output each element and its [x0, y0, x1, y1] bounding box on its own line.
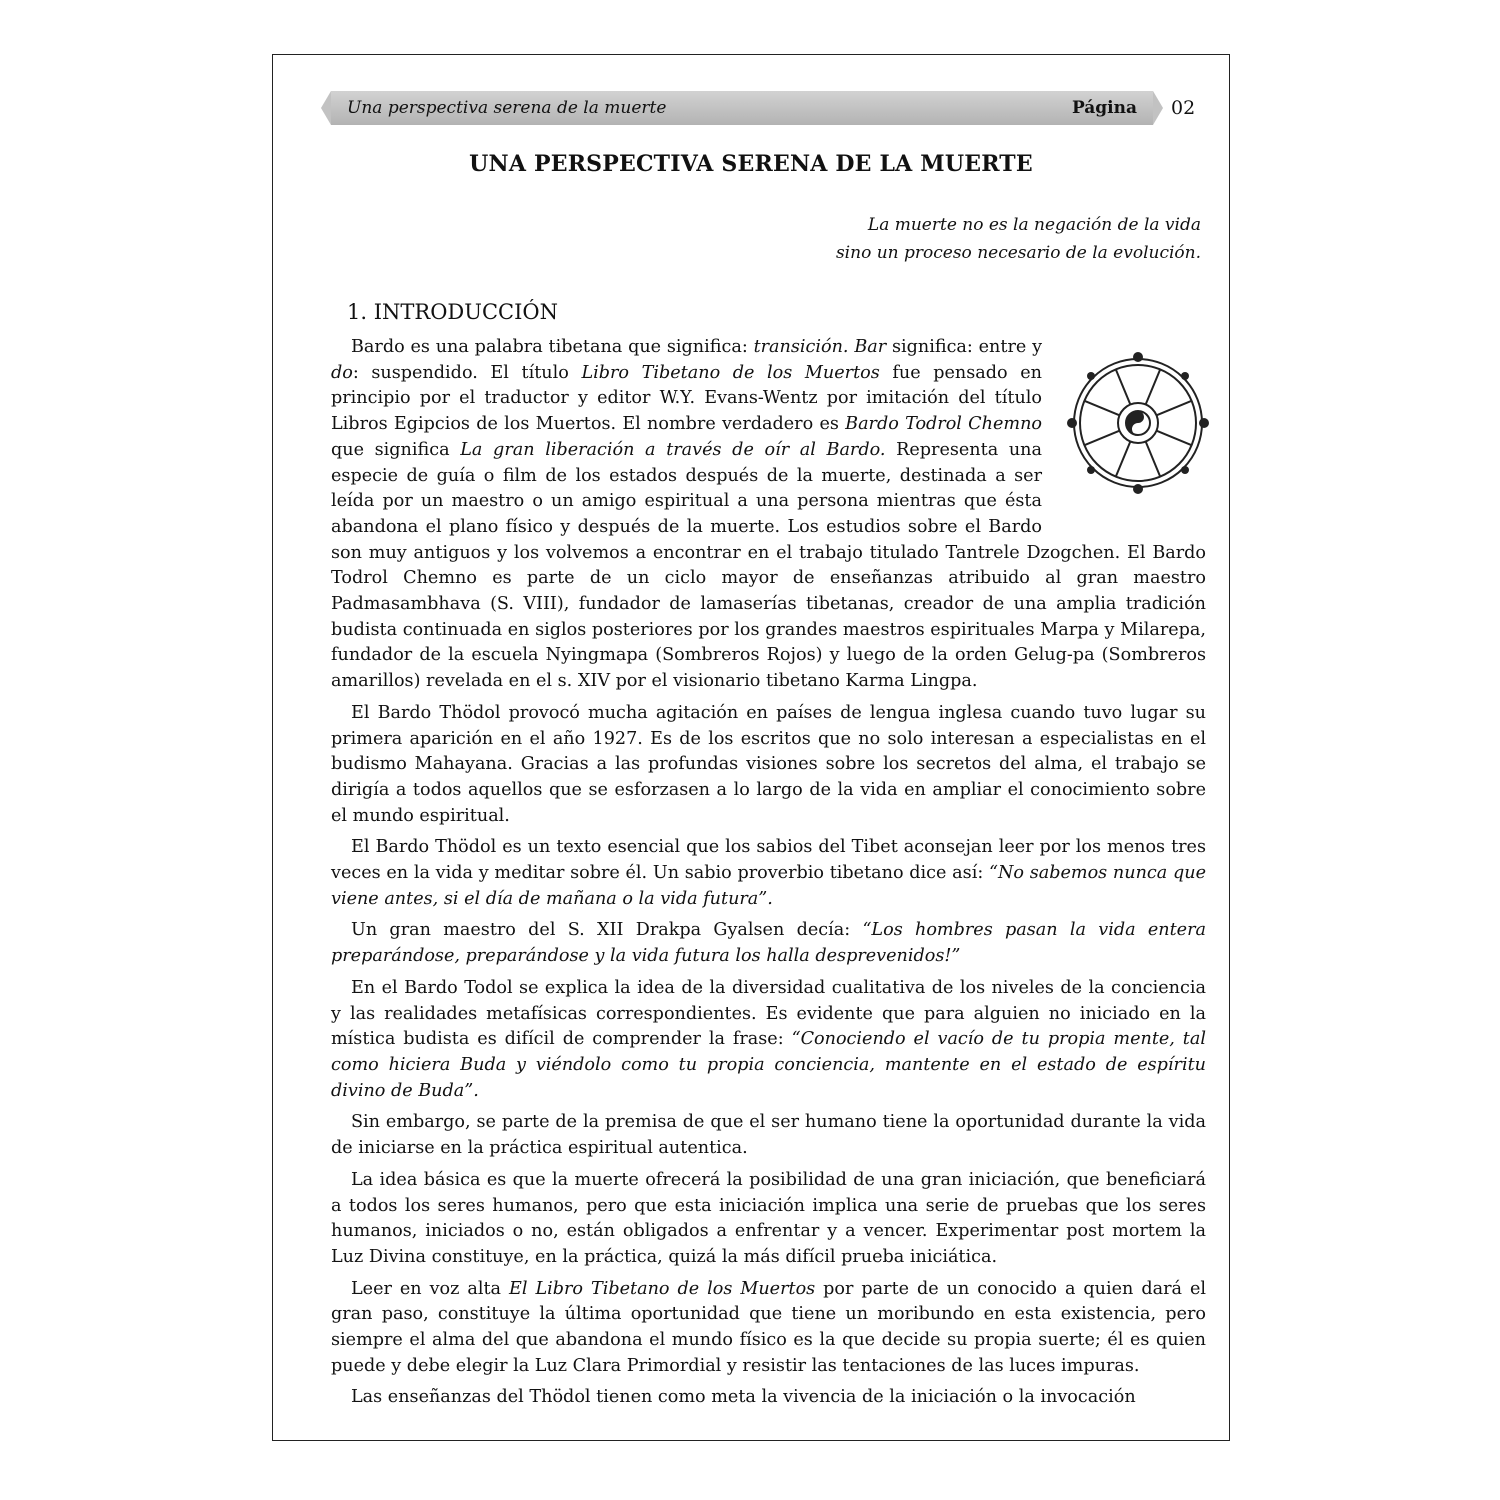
paragraph: Sin embargo, se parte de la premisa de que el ser humano tiene la oportunidad durante la vida de iniciarse en la práctica espiritual autentica.: [331, 1112, 1206, 1159]
paragraph-emphasis: transición. Bar: [753, 337, 887, 357]
paragraph-emphasis: Bardo Todrol Chemno: [845, 414, 1042, 435]
paragraph: La idea básica es que la muerte ofrecerá la posibilidad de una gran iniciación, que beneficiará a todos los seres humanos, pero que esta iniciación implica una serie de pruebas que los seres humanos, iniciados o no, están obligados a enfrentar y a vencer. Experimentar post mortem la Luz Divina constituye, en la práctica, quizá la más difícil prueba iniciática.: [331, 1169, 1206, 1267]
paragraph-emphasis: do: [331, 362, 353, 383]
page-header: [331, 91, 1203, 125]
paragraph-text: : suspendido. El título: [352, 362, 582, 383]
paragraph-emphasis: “Conociendo el vacío de tu propia mente, tal como hiciera Buda y viéndolo como tu propia conciencia, mantente en el estado de espíritu divino de Buda”.: [331, 1029, 1206, 1101]
paragraph-text: Leer en voz alta: [351, 1278, 510, 1299]
epigraph-line: sino un proceso necesario de la evolución.: [835, 243, 1201, 263]
paragraph: El Bardo Thödol provocó mucha agitación en países de lengua inglesa cuando tuvo lugar su primera aparición en el año 1927. Es de los escritos que no solo interesan a especialistas en el budismo Mahayana. Gracias a las profundas visiones sobre los secretos del alma, el trabajo se dirigía a todos aquellos que se esforzasen a lo largo de la vida en ampliar el conocimiento sobre el mundo espiritual.: [331, 702, 1206, 826]
paragraph-text: Representa una especie de guía o film de los estados después de la muerte, destinada a ser leída por un maestro o un amigo espiritual a una persona mientras que ésta abandona el plano físico y después de la muerte. Los estudios sobre el Bardo son muy antiguos y los volvemos a encontrar en el trabajo titulado Tantrele Dzogchen. El Bardo Todrol Chemno es parte de un ciclo mayor de enseñanzas atribuido al gran maestro Padmasambhava (S. VIII), fundador de lamaserías tibetanas, creador de una amplia tradición budista continuada en siglos posteriores por los grandes maestros espirituales Marpa y Milarepa, fundador de la escuela Nyingmapa (Sombreros Rojos) y luego de la orden Gelug-pa (Sombreros amarillos) revelada en el s. XIV por el visionario tibetano Karma Lingpa.: [331, 439, 1206, 692]
body-text: [331, 335, 1206, 1417]
page-title: UNA PERSPECTIVA SERENA DE LA MUERTE: [469, 151, 1033, 177]
paragraph: [331, 1277, 1206, 1380]
document-page: [272, 54, 1230, 1441]
epigraph-line: La muerte no es la negación de la vida: [867, 215, 1201, 235]
paragraph-text: fue pensado en principio por el traductor y editor W.Y. Evans-Wentz por imitación del título Libros Egipcios de los Muertos. El nombre verdadero es: [331, 362, 1042, 435]
paragraph: [331, 835, 1206, 912]
paragraph-text: por parte de un conocido a quien dará el gran paso, constituye la última oportunidad que tiene un moribundo en esta existencia, pero siempre el alma del que abandona el mundo físico es la que decide su propia suerte; él es quien puede y debe elegir la Luz Clara Primordial y resistir las tentaciones de las luces impuras.: [331, 1278, 1206, 1376]
paragraph-emphasis: El Libro Tibetano de los Muertos: [509, 1278, 816, 1299]
dharma-wheel-icon: [1056, 335, 1216, 525]
paragraph-emphasis: “Los hombres pasan la vida entera preparándose, preparándose y la vida futura los halla desprevenidos!”: [331, 920, 1206, 967]
paragraph-emphasis: Libro Tibetano de los Muertos: [581, 362, 880, 383]
paragraph-emphasis: La gran liberación a través de oír al Bardo.: [460, 439, 886, 460]
paragraph: [331, 918, 1206, 969]
paragraph: Las enseñanzas del Thödol tienen como meta la vivencia de la iniciación o la invocación: [351, 1387, 1136, 1408]
running-title: Una perspectiva serena de la muerte: [347, 98, 667, 118]
page-number: 02: [1171, 97, 1196, 119]
page-label: Página: [1071, 98, 1137, 118]
paragraph-text: que significa: [331, 439, 461, 460]
paragraph-text: significa: entre y: [886, 337, 1043, 357]
section-heading: 1. INTRODUCCIÓN: [347, 300, 558, 324]
paragraph-text: En el Bardo Todol se explica la idea de la diversidad cualitativa de los niveles de la conciencia y las realidades metafísicas correspondientes. Es evidente que para alguien no iniciado en la mística budista es difícil de comprender la frase:: [331, 977, 1206, 1050]
paragraph: [331, 335, 1206, 695]
epigraph: [836, 211, 1201, 267]
header-band: [331, 91, 1153, 125]
paragraph: [331, 976, 1206, 1105]
paragraph-text: Un gran maestro del S. XII Drakpa Gyalsen decía:: [351, 920, 863, 941]
paragraph-emphasis: “No sabemos nunca que viene antes, si el día de mañana o la vida futura”.: [331, 863, 1206, 909]
paragraph-text: Bardo es una palabra tibetana que significa:: [351, 337, 754, 357]
paragraph-text: El Bardo Thödol es un texto esencial que los sabios del Tibet aconsejan leer por los menos tres veces en la vida y meditar sobre él. Un sabio proverbio tibetano dice así:: [331, 837, 1206, 884]
